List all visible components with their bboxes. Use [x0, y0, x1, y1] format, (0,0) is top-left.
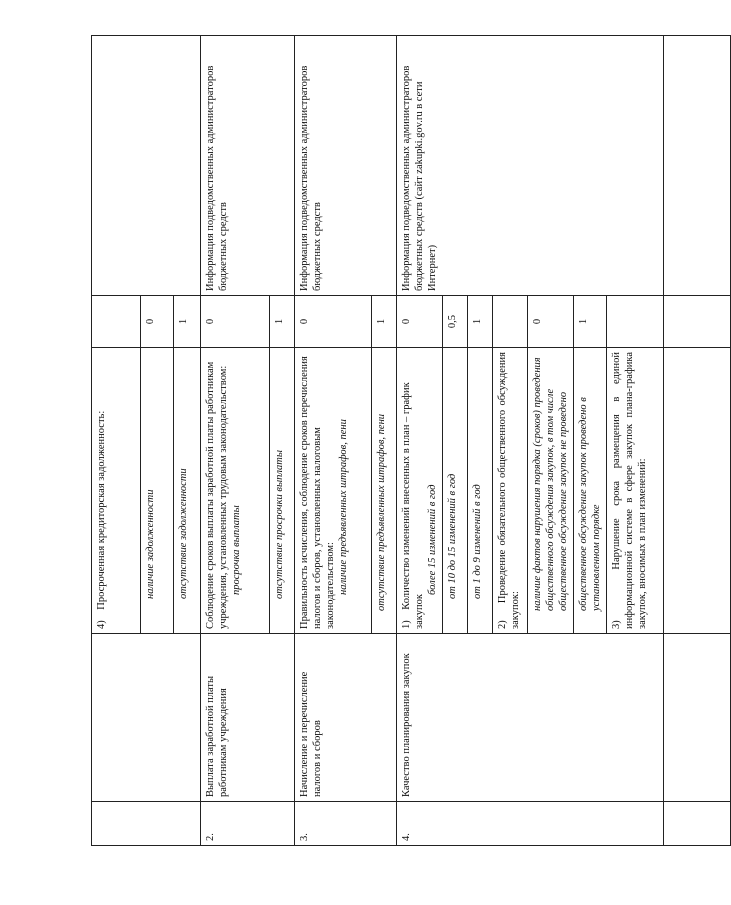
score-value: 1 — [270, 296, 295, 348]
criterion-name: Качество планирования закупок — [397, 634, 664, 802]
indicator-title: 3) Нарушение срока размещения в единой информационной системе в сфере закупок плана-графика закупок, вносимых в план изменений: — [607, 348, 664, 634]
row-number: 3. — [295, 802, 397, 846]
indicator-option: наличие фактов нарушения порядка (сроков) проведения общественного обсуждения закупок, в том числе общественное обсуждение закупок не проведено — [528, 348, 574, 634]
criterion-name: Начисление и перечисление налогов и сборов — [295, 634, 397, 802]
table-row — [397, 36, 443, 846]
score-value: 1 — [574, 296, 607, 348]
indicator-option: от 1 до 9 изменений в год — [468, 348, 493, 634]
indicator-cell — [295, 348, 372, 634]
table-row — [295, 36, 372, 846]
indicator-option: общественное обсуждение закупок проведено в установленном порядке — [574, 348, 607, 634]
criterion-name-cell — [92, 634, 201, 802]
table-row — [92, 36, 141, 846]
score-value: 0 — [141, 296, 174, 348]
score-value: 1 — [468, 296, 493, 348]
table-row — [201, 36, 270, 846]
indicator-option: наличие задолженности — [141, 348, 174, 634]
score-value: 0,5 — [443, 296, 468, 348]
row-number: 2. — [201, 802, 295, 846]
data-source: Информация подведомственных администраторов бюджетных средств — [201, 36, 295, 296]
table-row-empty — [664, 36, 731, 846]
indicator-title: Соблюдение сроков выплаты заработной платы работникам учреждения, установленных трудовым законодательством: — [205, 361, 229, 629]
score-cell — [92, 296, 141, 348]
indicator-cell — [201, 348, 270, 634]
evaluation-criteria-table — [91, 35, 731, 846]
row-number: 4. — [397, 802, 664, 846]
score-cell — [607, 296, 664, 348]
indicator-title: 2) Проведение обязательного общественного обсуждения закупок: — [493, 348, 528, 634]
rotated-document-page — [91, 36, 648, 846]
indicator-option: отсутствие предъявленных штрафов, пени — [372, 348, 397, 634]
score-cell — [493, 296, 528, 348]
indicator-option: более 15 изменений в год — [427, 484, 438, 595]
indicator-option: отсутствие задолженности — [174, 348, 201, 634]
indicator-option: от 10 до 15 изменений в год — [443, 348, 468, 634]
score-value: 0 — [295, 296, 372, 348]
indicator-option: просрочка выплаты — [231, 505, 242, 595]
source-cell — [92, 36, 201, 296]
score-value: 0 — [397, 296, 443, 348]
indicator-option: наличие предъявленных штрафов, пени — [338, 419, 349, 595]
indicator-title: 1) Количество изменений внесенных в план – график закупок — [401, 382, 425, 629]
criterion-name: Выплата заработной платы работникам учреждения — [201, 634, 295, 802]
indicator-title: 4) Просроченная кредиторская задолженность: — [92, 348, 141, 634]
indicator-title: Правильность исчисления, соблюдение сроков перечисления налогов и сборов, установленных налоговым законодательством: — [299, 356, 336, 629]
indicator-cell — [397, 348, 443, 634]
data-source: Информация подведомственных администраторов бюджетных средств — [295, 36, 397, 296]
data-source: Информация подведомственных администраторов бюджетных средств (сайт zakupki.gov.ru в сети Интернет) — [397, 36, 664, 296]
score-value: 1 — [372, 296, 397, 348]
row-number-cell — [92, 802, 201, 846]
indicator-option: отсутствие просрочки выплаты — [270, 348, 295, 634]
score-value: 0 — [528, 296, 574, 348]
score-value: 1 — [174, 296, 201, 348]
score-value: 0 — [201, 296, 270, 348]
